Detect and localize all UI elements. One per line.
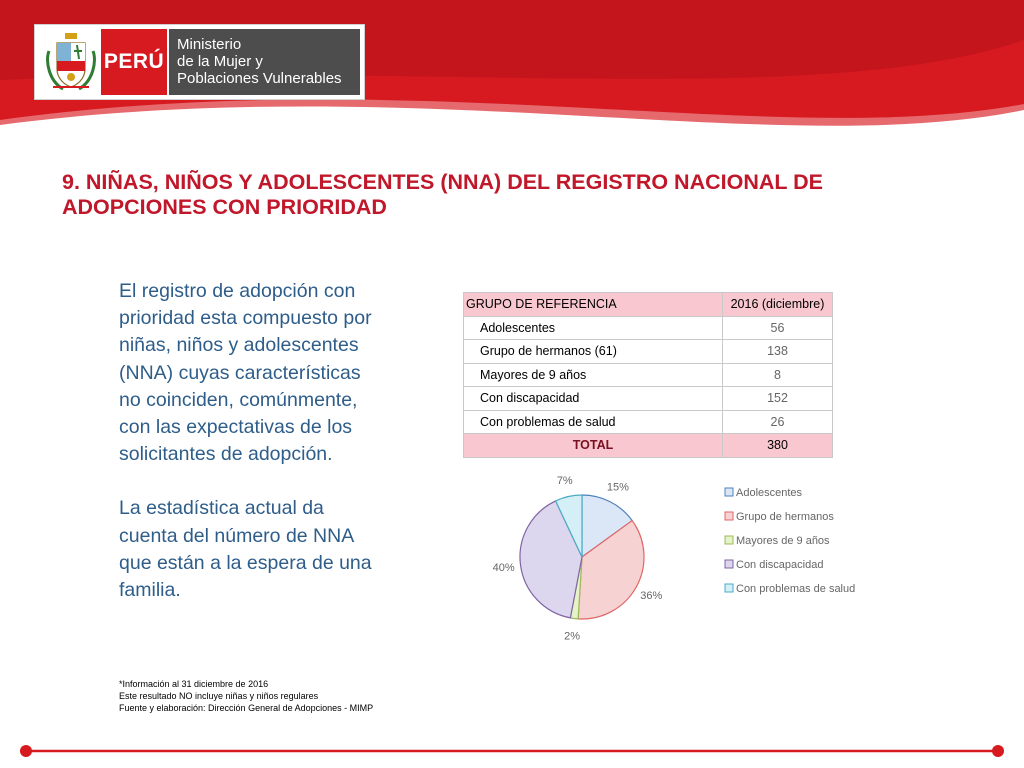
row-label: Mayores de 9 años — [464, 363, 723, 387]
slide-title: 9. NIÑAS, NIÑOS Y ADOLESCENTES (NNA) DEL REGISTRO NACIONAL DE ADOPCIONES CON PRIORIDAD — [62, 170, 823, 219]
data-label: 2% — [564, 630, 581, 643]
coat-of-arms-icon — [43, 31, 99, 93]
footer-rule — [0, 738, 1024, 768]
row-label: Adolescentes — [464, 316, 723, 340]
ministry-name: Ministerio de la Mujer y Poblaciones Vulnerables — [169, 29, 360, 95]
legend-swatch — [725, 536, 733, 544]
table-header-year: 2016 (diciembre) — [723, 293, 833, 317]
row-label: Con discapacidad — [464, 387, 723, 411]
table-row — [464, 363, 833, 387]
row-label: Grupo de hermanos (61) — [464, 340, 723, 364]
row-value: 56 — [723, 316, 833, 340]
table-header-group: GRUPO DE REFERENCIA — [464, 293, 723, 317]
row-value: 152 — [723, 387, 833, 411]
pie-chart — [460, 470, 880, 650]
total-label: TOTAL — [464, 434, 723, 458]
footnote: Fuente y elaboración: Dirección General de Adopciones - MIMP — [119, 703, 374, 713]
ministry-logo — [34, 24, 365, 100]
legend-label: Adolescentes — [736, 487, 803, 499]
table-row — [464, 387, 833, 411]
data-label: 15% — [606, 481, 629, 494]
row-value: 138 — [723, 340, 833, 364]
data-label: 40% — [492, 561, 515, 574]
table-row — [464, 410, 833, 434]
total-value: 380 — [723, 434, 833, 458]
country-label: PERÚ — [101, 29, 167, 95]
legend-label: Con problemas de salud — [736, 583, 856, 595]
footnotes — [119, 678, 439, 714]
legend-label: Con discapacidad — [736, 559, 824, 571]
legend-swatch — [725, 512, 733, 520]
legend-swatch — [725, 584, 733, 592]
table-row — [464, 340, 833, 364]
footnote: Este resultado NO incluye niñas y niños regulares — [119, 691, 319, 701]
reference-table — [463, 292, 833, 458]
legend-swatch — [725, 488, 733, 496]
body-paragraph-2: La estadística actual da cuenta del número de NNA que están a la espera de una familia. — [119, 497, 372, 602]
legend-label: Grupo de hermanos — [736, 511, 834, 523]
table-total-row — [464, 434, 833, 458]
row-label: Con problemas de salud — [464, 410, 723, 434]
row-value: 8 — [723, 363, 833, 387]
legend-label: Mayores de 9 años — [736, 535, 830, 547]
table-header-row — [464, 293, 833, 317]
data-label: 7% — [556, 474, 573, 487]
table-row — [464, 316, 833, 340]
data-label: 36% — [640, 590, 663, 603]
legend-swatch — [725, 560, 733, 568]
body-paragraph-1: El registro de adopción con prioridad esta compuesto por niñas, niños y adolescentes (NNA) cuyas características no coinciden, comúnmente, con las expectativas de los solicitantes de adopción. — [119, 280, 372, 466]
body-text — [119, 278, 381, 604]
footnote: *Información al 31 diciembre de 2016 — [119, 679, 269, 689]
row-value: 26 — [723, 410, 833, 434]
